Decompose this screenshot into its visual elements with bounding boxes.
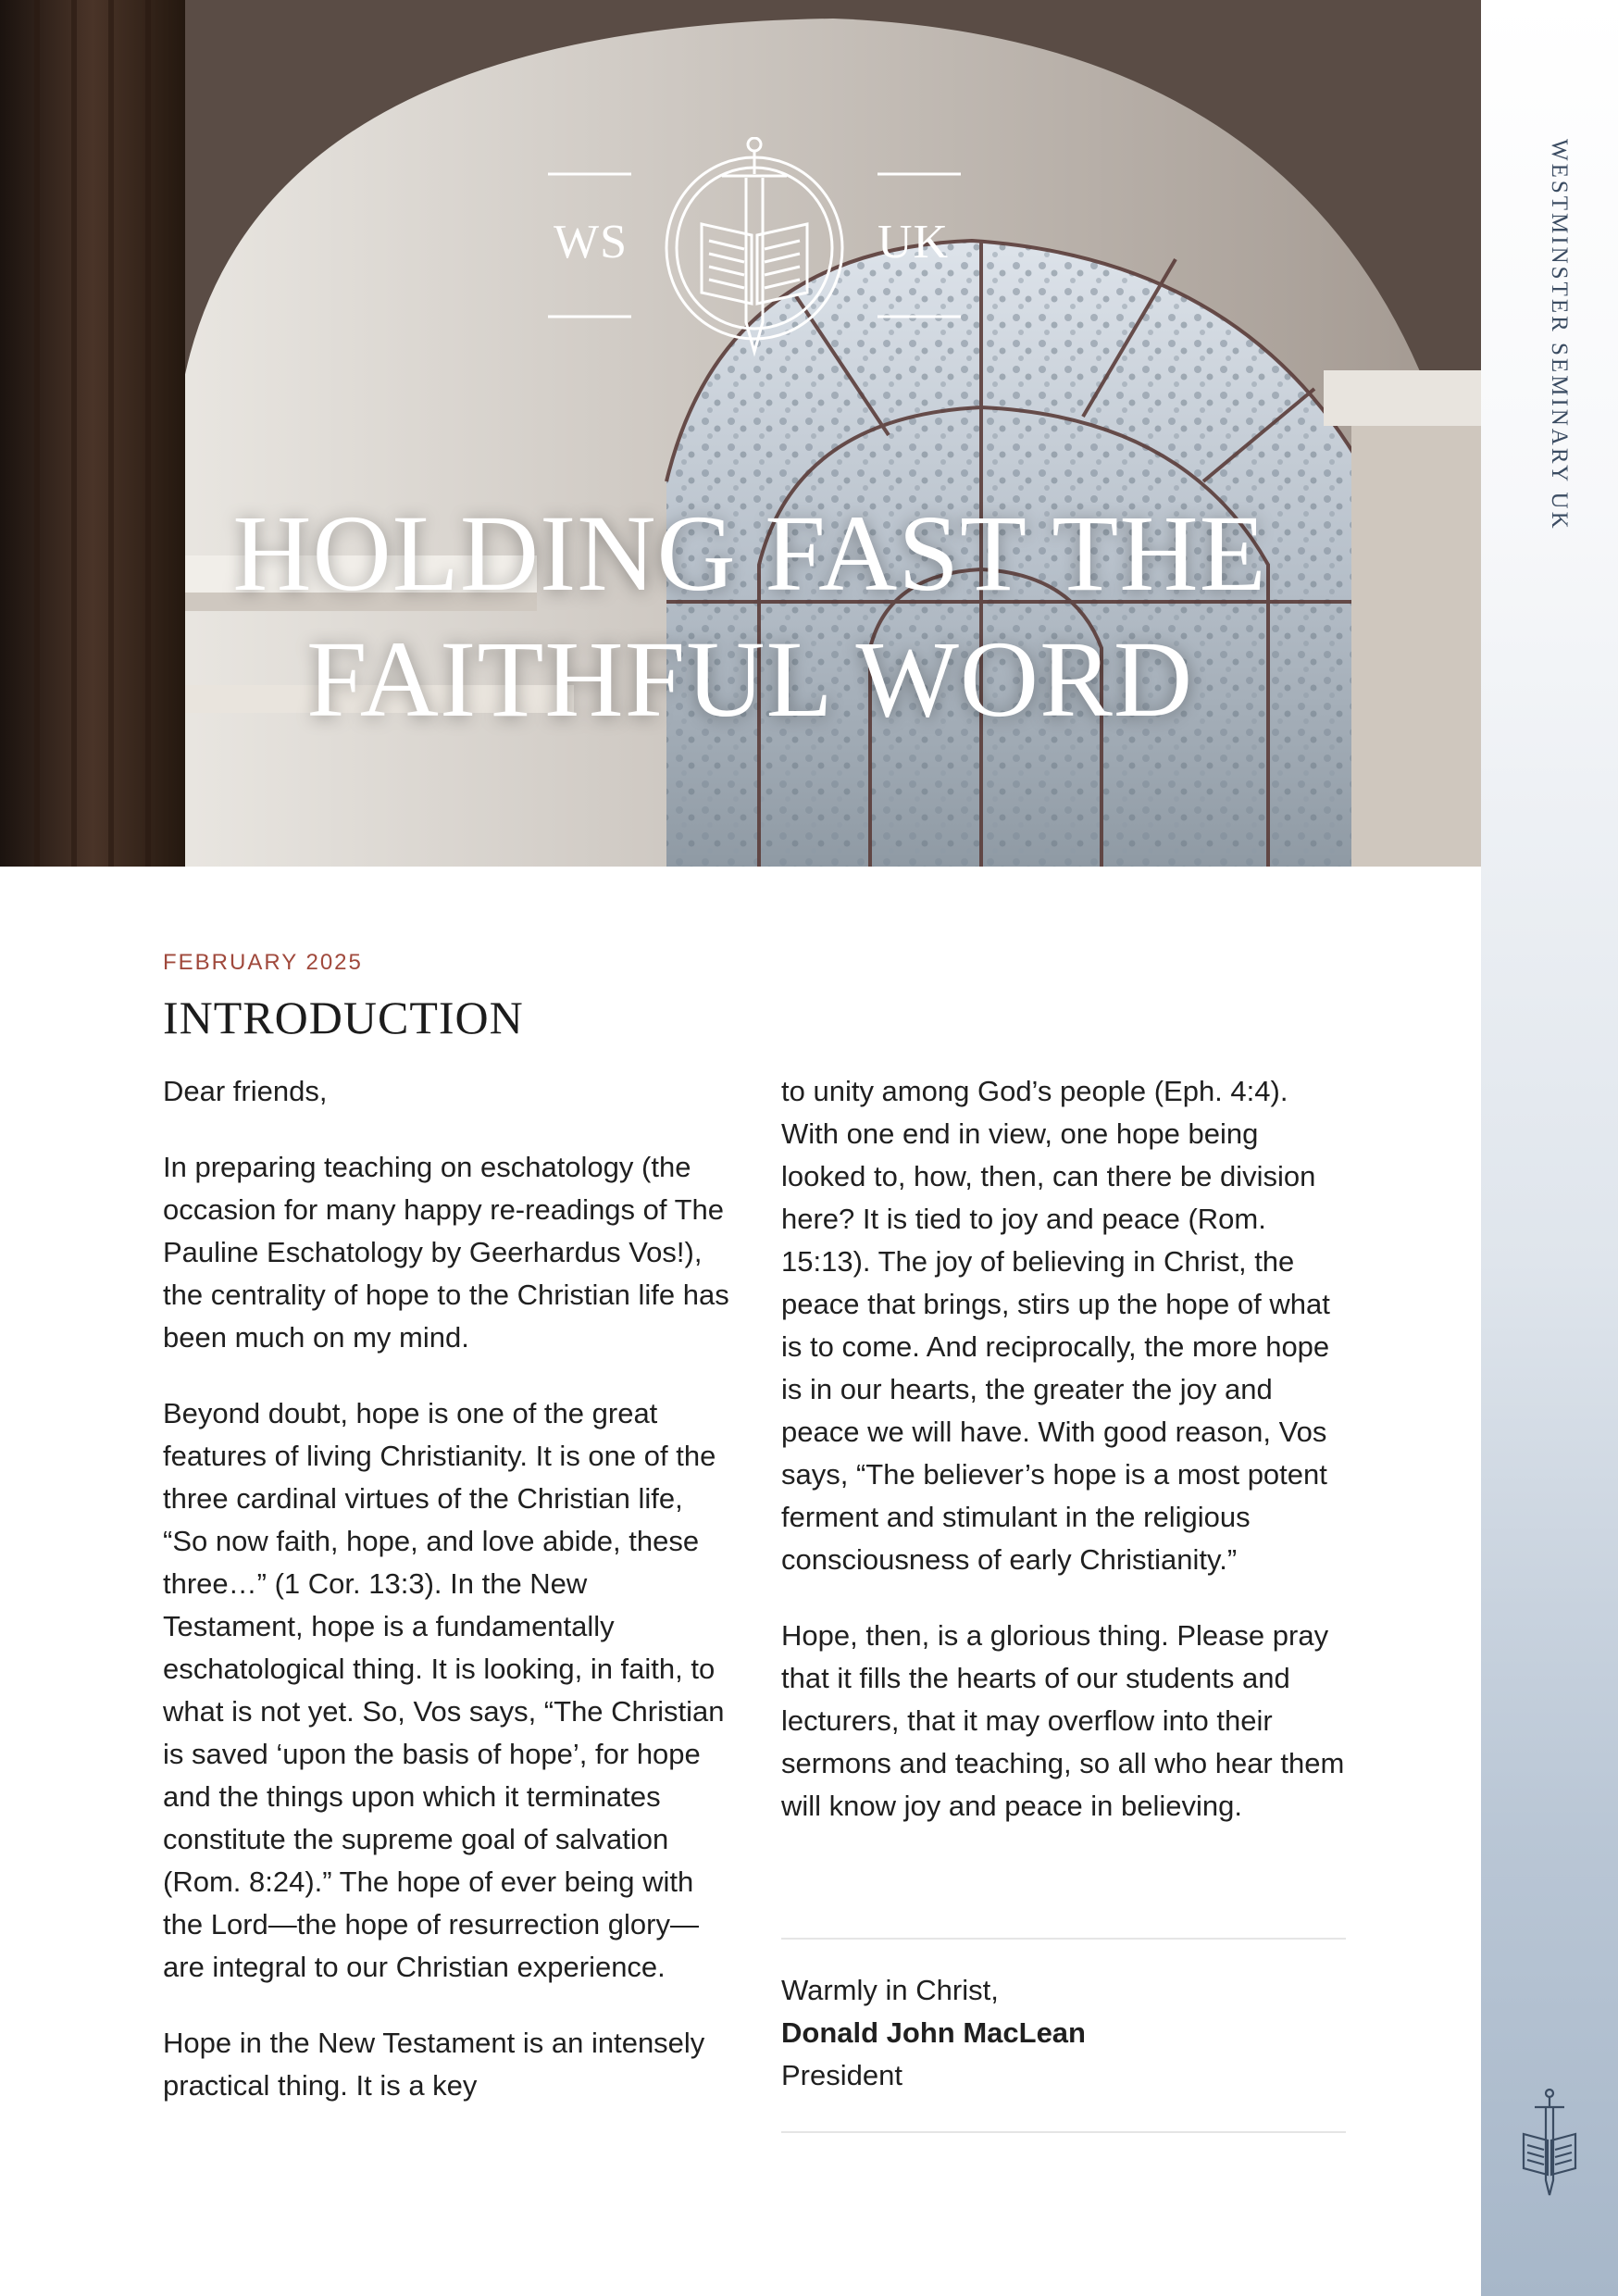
sidebar-strip (1481, 0, 1618, 2296)
paragraph: Hope in the New Testament is an intensely practical thing. It is a key (163, 2027, 705, 2102)
hero-title (93, 491, 1407, 742)
sidebar-seminary-name: WESTMINSTER SEMINARY UK (1547, 139, 1572, 531)
right-column (781, 1070, 1350, 1861)
sword-and-open-bible-icon (1518, 2088, 1581, 2199)
paragraph: In preparing teaching on eschatology (the occasion for many happy re-readings of The Pauline Eschatology by Geerhardus Vos!), the centrality of hope to the Christian life has been much on my mind. (163, 1151, 729, 1354)
hero-title-line-1: HOLDING FAST THE (232, 493, 1267, 614)
paragraph: Beyond doubt, hope is one of the great features of living Christianity. It is one of the three cardinal virtues of the Christian life, “So now faith, hope, and love abide, these three…” (1 Cor. 13:3). In the New Testament, hope is a fundamentally eschatological thing. It is looking, in faith, to what is not yet. So, Vos says, “The Christian is saved ‘upon the basis of hope’, for hope and the things upon which it terminates constitute the supreme goal of salvation (Rom. 8:24).” The hope of ever being with the Lord—the hope of resurrection glory—are integral to our Christian experience. (163, 1397, 725, 1983)
divider (781, 1938, 1346, 1940)
paragraph: Hope, then, is a glorious thing. Please pray that it fills the hearts of our students and lecturers, that it may overflow into their sermons and teaching, so all who hear them will know joy and peace in believing. (781, 1619, 1345, 1822)
author-role: President (781, 2059, 902, 2091)
ws-uk-logo (546, 137, 963, 359)
author-name: Donald John MacLean (781, 2016, 1086, 2049)
paragraph: Dear friends, (163, 1075, 328, 1107)
logo-uk-initials: UK (877, 216, 950, 268)
hero-title-line-2: FAITHFUL WORD (305, 618, 1194, 740)
issue-date: FEBRUARY 2025 (163, 950, 363, 975)
logo-ws-initials: WS (554, 216, 628, 268)
signoff (781, 1969, 1086, 2097)
divider (781, 2131, 1346, 2133)
closing-line: Warmly in Christ, (781, 1974, 999, 2006)
left-column (163, 1070, 732, 2140)
hero-banner (0, 0, 1481, 867)
paragraph: to unity among God’s people (Eph. 4:4). With one end in view, one hope being looked to, how, then, can there be division here? It is tied to joy and peace (Rom. 15:13). The joy of believing in Christ, the peace that brings, stirs up the hope of what is to come. And reciprocally, the more hope is in our hearts, the greater the joy and peace we will have. With good reason, Vos says, “The believer’s hope is a most potent ferment and stimulant in the religious consciousness of early Christianity.” (781, 1075, 1330, 1576)
section-heading: INTRODUCTION (163, 992, 524, 1043)
